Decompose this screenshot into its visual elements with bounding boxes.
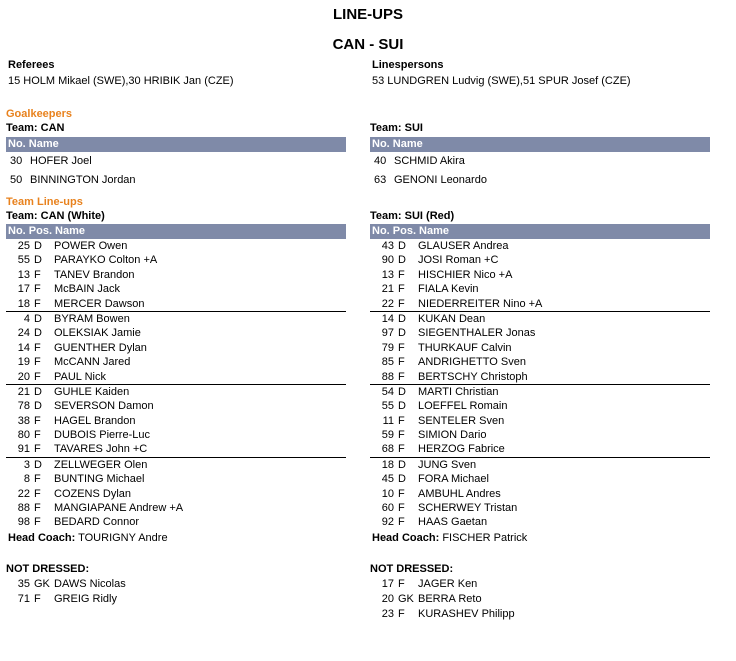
page-title: LINE-UPS bbox=[332, 6, 403, 23]
player-number: 20 bbox=[381, 593, 394, 605]
player-number: 22 bbox=[17, 487, 30, 500]
player-number: 90 bbox=[381, 254, 394, 267]
player-row bbox=[370, 399, 710, 413]
player-name: DUBOIS Pierre-Luc bbox=[54, 429, 150, 442]
not-dressed-row bbox=[370, 592, 710, 607]
head-coach-label-right: Head Coach: bbox=[372, 532, 440, 544]
player-number: 68 bbox=[381, 443, 394, 456]
head-coach-name-right: FISCHER Patrick bbox=[442, 532, 528, 544]
player-name: JUNG Sven bbox=[418, 458, 477, 471]
head-coach-left bbox=[8, 532, 168, 544]
player-position: D bbox=[34, 400, 42, 413]
player-name: SIMION Dario bbox=[418, 429, 487, 442]
player-number: 98 bbox=[17, 516, 30, 529]
player-name: OLEKSIAK Jamie bbox=[54, 327, 141, 340]
player-number: 4 bbox=[23, 312, 30, 325]
player-name: HOFER Joel bbox=[30, 155, 92, 167]
player-row bbox=[6, 312, 346, 326]
linespersons-value: 53 LUNDGREN Ludvig (SWE),51 SPUR Josef (CZE) bbox=[372, 75, 631, 87]
lineups-heading: Team Line-ups bbox=[6, 196, 83, 208]
player-row bbox=[6, 414, 346, 428]
player-number: 3 bbox=[23, 458, 30, 471]
player-name: NIEDERREITER Nino +A bbox=[418, 297, 543, 310]
player-row bbox=[6, 341, 346, 355]
player-row bbox=[6, 472, 346, 486]
goalkeeper-row bbox=[6, 171, 346, 190]
player-name: HAGEL Brandon bbox=[54, 414, 136, 427]
player-number: 55 bbox=[17, 254, 30, 267]
player-row bbox=[6, 239, 346, 253]
player-position: D bbox=[34, 327, 42, 340]
player-name: THURKAUF Calvin bbox=[418, 341, 512, 354]
player-number: 97 bbox=[381, 327, 394, 340]
player-name: FORA Michael bbox=[418, 473, 489, 486]
lineup-table-right bbox=[370, 224, 710, 530]
player-name: PAUL Nick bbox=[54, 370, 106, 383]
not-dressed-row bbox=[6, 577, 346, 592]
player-position: GK bbox=[34, 578, 50, 590]
head-coach-right bbox=[372, 532, 527, 544]
player-position: F bbox=[398, 341, 405, 354]
player-row bbox=[6, 326, 346, 340]
lineup-header-right: No. Pos. Name bbox=[370, 224, 710, 239]
player-position: F bbox=[34, 429, 41, 442]
player-row bbox=[370, 428, 710, 442]
player-number: 11 bbox=[382, 414, 394, 427]
player-row bbox=[6, 385, 346, 399]
player-row bbox=[370, 487, 710, 501]
player-name: ZELLWEGER Olen bbox=[54, 458, 148, 471]
player-name: BEDARD Connor bbox=[54, 516, 139, 529]
player-name: BINNINGTON Jordan bbox=[30, 174, 136, 186]
player-number: 19 bbox=[17, 356, 30, 369]
player-number: 25 bbox=[17, 240, 30, 252]
player-number: 79 bbox=[381, 341, 394, 354]
player-number: 8 bbox=[23, 473, 30, 486]
goalkeeper-row bbox=[6, 152, 346, 171]
player-row bbox=[6, 458, 346, 472]
gk-team-left: Team: CAN bbox=[6, 122, 65, 134]
player-position: F bbox=[34, 443, 41, 456]
player-row bbox=[370, 239, 710, 253]
player-number: 92 bbox=[381, 516, 394, 529]
player-position: F bbox=[398, 283, 405, 296]
player-number: 78 bbox=[17, 400, 30, 413]
player-name: HAAS Gaetan bbox=[418, 516, 488, 529]
player-row bbox=[370, 442, 710, 456]
player-name: ANDRIGHETTO Sven bbox=[418, 356, 526, 369]
player-position: F bbox=[398, 268, 405, 281]
player-row bbox=[370, 297, 710, 311]
player-name: PARAYKO Colton +A bbox=[54, 254, 158, 267]
lineup-team-right: Team: SUI (Red) bbox=[370, 210, 455, 222]
player-number: 13 bbox=[17, 268, 30, 281]
player-position: F bbox=[34, 473, 41, 486]
player-number: 43 bbox=[381, 240, 394, 252]
player-number: 71 bbox=[17, 593, 30, 605]
player-position: F bbox=[398, 356, 405, 369]
player-row bbox=[6, 268, 346, 282]
player-number: 54 bbox=[381, 385, 394, 398]
player-position: F bbox=[34, 487, 41, 500]
not-dressed-left bbox=[6, 577, 346, 607]
gk-header-left: No. Name bbox=[6, 137, 346, 152]
player-number: 18 bbox=[17, 297, 30, 310]
player-number: 80 bbox=[17, 429, 30, 442]
player-number: 59 bbox=[381, 429, 394, 442]
player-position: F bbox=[398, 429, 405, 442]
player-number: 30 bbox=[10, 155, 23, 167]
player-name: MERCER Dawson bbox=[54, 297, 145, 310]
not-dressed-right bbox=[370, 577, 710, 622]
goalkeepers-heading: Goalkeepers bbox=[6, 108, 73, 120]
player-position: D bbox=[398, 385, 406, 398]
player-position: D bbox=[34, 385, 42, 398]
player-position: F bbox=[34, 593, 41, 605]
player-position: D bbox=[398, 400, 406, 413]
player-name: BERTSCHY Christoph bbox=[418, 370, 528, 383]
player-position: GK bbox=[398, 593, 414, 605]
not-dressed-row bbox=[370, 577, 710, 592]
not-dressed-row bbox=[6, 592, 346, 607]
not-dressed-label-left: NOT DRESSED: bbox=[6, 563, 90, 575]
goalkeeper-row bbox=[370, 152, 710, 171]
player-row bbox=[370, 501, 710, 515]
player-name: McBAIN Jack bbox=[54, 283, 121, 296]
player-name: LOEFFEL Romain bbox=[418, 400, 508, 413]
player-position: F bbox=[34, 516, 41, 529]
player-position: F bbox=[398, 502, 405, 515]
player-name: BERRA Reto bbox=[418, 593, 482, 605]
player-number: 60 bbox=[381, 502, 394, 515]
player-row bbox=[370, 414, 710, 428]
player-position: F bbox=[34, 297, 41, 310]
player-position: F bbox=[398, 297, 405, 310]
player-number: 63 bbox=[374, 174, 387, 186]
player-number: 17 bbox=[381, 578, 394, 590]
player-row bbox=[6, 297, 346, 311]
player-name: KURASHEV Philipp bbox=[418, 608, 515, 620]
player-row bbox=[6, 399, 346, 413]
referees-value: 15 HOLM Mikael (SWE),30 HRIBIK Jan (CZE) bbox=[8, 75, 234, 87]
player-position: F bbox=[398, 414, 405, 427]
player-name: JAGER Ken bbox=[418, 578, 478, 590]
player-position: D bbox=[398, 473, 406, 486]
player-number: 50 bbox=[10, 174, 23, 186]
player-number: 23 bbox=[381, 608, 394, 620]
player-row bbox=[6, 370, 346, 384]
player-name: HERZOG Fabrice bbox=[418, 443, 505, 456]
player-number: 88 bbox=[17, 502, 30, 515]
player-number: 14 bbox=[381, 312, 394, 325]
player-position: D bbox=[398, 458, 406, 471]
player-name: FIALA Kevin bbox=[418, 283, 479, 296]
player-position: F bbox=[398, 370, 405, 383]
player-row bbox=[370, 253, 710, 267]
player-number: 10 bbox=[381, 487, 394, 500]
player-position: F bbox=[34, 268, 41, 281]
player-number: 24 bbox=[17, 327, 30, 340]
match-title: CAN - SUI bbox=[332, 36, 404, 53]
player-name: MARTI Christian bbox=[418, 385, 499, 398]
lineup-table-left bbox=[6, 224, 346, 530]
player-position: D bbox=[398, 254, 406, 267]
player-row bbox=[370, 341, 710, 355]
player-name: GUHLE Kaiden bbox=[54, 385, 130, 398]
player-name: DAWS Nicolas bbox=[54, 578, 126, 590]
player-row bbox=[6, 355, 346, 369]
player-name: JOSI Roman +C bbox=[418, 254, 499, 267]
player-position: F bbox=[34, 502, 41, 515]
player-row bbox=[370, 515, 710, 529]
player-number: 21 bbox=[381, 283, 394, 296]
player-name: SENTELER Sven bbox=[418, 414, 505, 427]
player-row bbox=[370, 355, 710, 369]
player-position: F bbox=[398, 608, 405, 620]
player-row bbox=[370, 370, 710, 384]
player-row bbox=[370, 458, 710, 472]
player-position: D bbox=[34, 254, 42, 267]
player-position: D bbox=[34, 458, 42, 471]
player-row bbox=[370, 472, 710, 486]
player-position: F bbox=[34, 356, 41, 369]
player-name: KUKAN Dean bbox=[418, 312, 486, 325]
referees-label: Referees bbox=[8, 59, 55, 71]
player-name: GUENTHER Dylan bbox=[54, 341, 147, 354]
player-number: 17 bbox=[17, 283, 30, 296]
player-row bbox=[6, 253, 346, 267]
player-position: F bbox=[398, 516, 405, 529]
player-row bbox=[370, 385, 710, 399]
player-name: HISCHIER Nico +A bbox=[418, 268, 513, 281]
player-position: D bbox=[398, 327, 406, 340]
player-name: SIEGENTHALER Jonas bbox=[418, 327, 536, 340]
player-position: F bbox=[398, 578, 405, 590]
player-number: 45 bbox=[381, 473, 394, 486]
lineup-team-left: Team: CAN (White) bbox=[6, 210, 105, 222]
player-name: SEVERSON Damon bbox=[54, 400, 154, 413]
gk-table-right bbox=[370, 137, 710, 190]
not-dressed-label-right: NOT DRESSED: bbox=[370, 563, 454, 575]
player-name: BYRAM Bowen bbox=[54, 312, 130, 325]
player-position: D bbox=[34, 312, 42, 325]
player-row bbox=[6, 442, 346, 456]
player-number: 18 bbox=[381, 458, 394, 471]
player-position: D bbox=[398, 312, 406, 325]
player-number: 38 bbox=[17, 414, 30, 427]
player-name: AMBUHL Andres bbox=[418, 487, 501, 500]
player-name: GENONI Leonardo bbox=[394, 174, 487, 186]
gk-table-left bbox=[6, 137, 346, 190]
player-name: TANEV Brandon bbox=[54, 268, 135, 281]
player-number: 21 bbox=[17, 385, 30, 398]
player-number: 35 bbox=[17, 578, 30, 590]
player-position: D bbox=[398, 240, 406, 252]
player-name: GREIG Ridly bbox=[54, 593, 117, 605]
player-name: GLAUSER Andrea bbox=[418, 240, 509, 252]
player-number: 14 bbox=[17, 341, 30, 354]
player-row bbox=[370, 282, 710, 296]
player-name: MANGIAPANE Andrew +A bbox=[54, 502, 184, 515]
player-row bbox=[6, 501, 346, 515]
gk-team-right: Team: SUI bbox=[370, 122, 423, 134]
player-number: 85 bbox=[381, 356, 394, 369]
player-name: SCHERWEY Tristan bbox=[418, 502, 518, 515]
not-dressed-row bbox=[370, 607, 710, 622]
player-number: 40 bbox=[374, 155, 387, 167]
player-name: COZENS Dylan bbox=[54, 487, 132, 500]
player-row bbox=[6, 282, 346, 296]
player-name: POWER Owen bbox=[54, 240, 128, 252]
player-row bbox=[6, 515, 346, 529]
player-number: 88 bbox=[381, 370, 394, 383]
player-number: 55 bbox=[381, 400, 394, 413]
player-name: BUNTING Michael bbox=[54, 473, 145, 486]
player-name: TAVARES John +C bbox=[54, 443, 148, 456]
player-number: 20 bbox=[17, 370, 30, 383]
player-position: F bbox=[34, 370, 41, 383]
linespersons-label: Linespersons bbox=[372, 59, 444, 71]
player-position: F bbox=[34, 341, 41, 354]
lineup-header-left: No. Pos. Name bbox=[6, 224, 346, 239]
gk-header-right: No. Name bbox=[370, 137, 710, 152]
player-row bbox=[6, 428, 346, 442]
player-row bbox=[370, 312, 710, 326]
player-number: 13 bbox=[381, 268, 394, 281]
player-row bbox=[6, 487, 346, 501]
player-position: F bbox=[398, 443, 405, 456]
goalkeeper-row bbox=[370, 171, 710, 190]
player-number: 91 bbox=[17, 443, 30, 456]
player-position: D bbox=[34, 240, 42, 252]
player-name: McCANN Jared bbox=[54, 356, 131, 369]
player-position: F bbox=[34, 414, 41, 427]
player-position: F bbox=[398, 487, 405, 500]
head-coach-name-left: TOURIGNY Andre bbox=[78, 532, 168, 544]
player-row bbox=[370, 326, 710, 340]
player-number: 22 bbox=[381, 297, 394, 310]
player-row bbox=[370, 268, 710, 282]
player-position: F bbox=[34, 283, 41, 296]
head-coach-label-left: Head Coach: bbox=[8, 532, 76, 544]
player-name: SCHMID Akira bbox=[394, 155, 465, 167]
